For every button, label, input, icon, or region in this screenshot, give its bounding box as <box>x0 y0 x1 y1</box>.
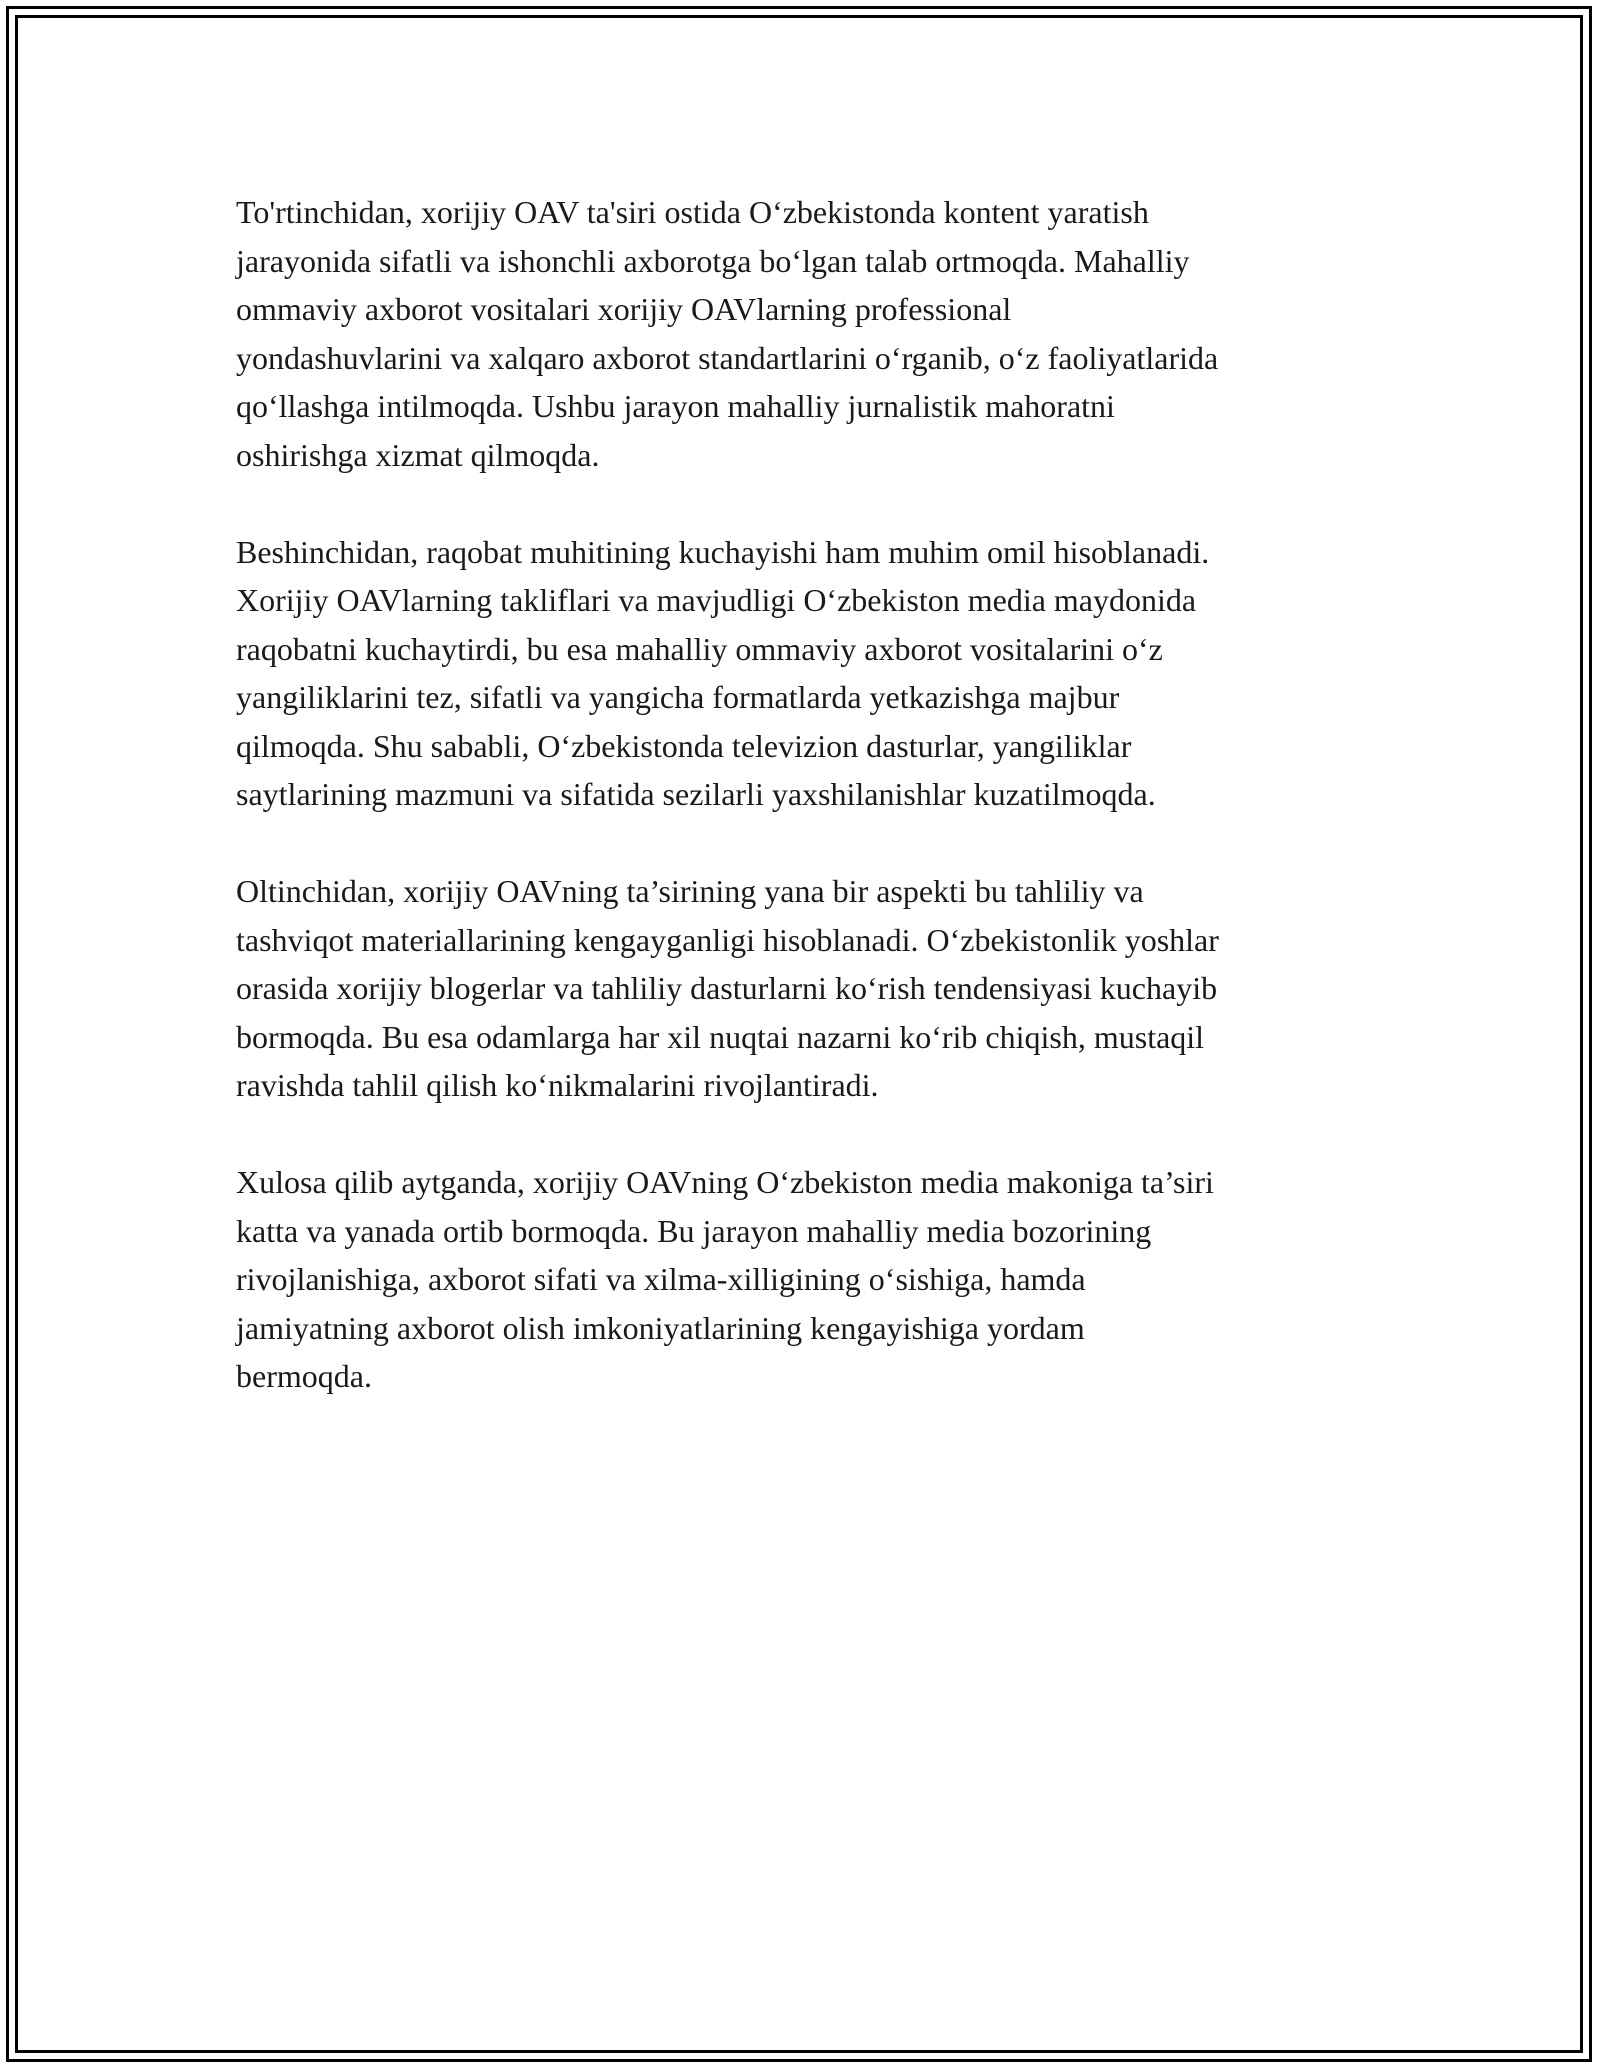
paragraph-2: Beshinchidan, raqobat muhitining kuchayishi ham muhim omil hisoblanadi. Xorijiy OAVlarning takliflari va mavjudligi O‘zbekiston media maydonida raqobatni kuchaytirdi, bu esa mahalliy ommaviy axborot vositalarini o‘z yangiliklarini tez, sifatli va yangicha formatlarda yetkazishga majbur qilmoqda. Shu sababli, O‘zbekistonda televizion dasturlar, yangiliklar saytlarining mazmuni va sifatida sezilarli yaxshilanishlar kuzatilmoqda. <box>236 533 1210 812</box>
paragraph-4: Xulosa qilib aytganda, xorijiy OAVning O‘zbekiston media makoniga ta’siri katta va yanada ortib bormoqda. Bu jarayon mahalliy media bozorining rivojlanishiga, axborot sifati va xilma-xilligining o‘sishiga, hamda jamiyatning axborot olish imkoniyatlarining kengayishiga yordam bermoqda. <box>236 1164 1214 1394</box>
paragraph-3: Oltinchidan, xorijiy OAVning ta’sirining yana bir aspekti bu tahliliy va tashviqot materiallarining kengayganligi hisoblanadi. O‘zbekistonlik yoshlar orasida xorijiy blogerlar va tahliliy dasturlarni ko‘rish tendensiyasi kuchayib bormoqda. Bu esa odamlarga har xil nuqtai nazarni ko‘rib chiqish, mustaqil ravishda tahlil qilish ko‘nikmalarini rivojlantiradi. <box>236 873 1219 1103</box>
paragraph-1: To'rtinchidan, xorijiy OAV ta'siri ostida O‘zbekistonda kontent yaratish jarayonida sifatli va ishonchli axborotga bo‘lgan talab ortmoqda. Mahalliy ommaviy axborot vositalari xorijiy OAVlarning professional yondashuvlarini va xalqaro axborot standartlarini o‘rganib, o‘z faoliyatlarida qo‘llashga intilmoqda. Ushbu jarayon mahalliy jurnalistik mahoratni oshirishga xizmat qilmoqda. <box>236 194 1219 473</box>
document-body <box>236 188 1376 1449</box>
